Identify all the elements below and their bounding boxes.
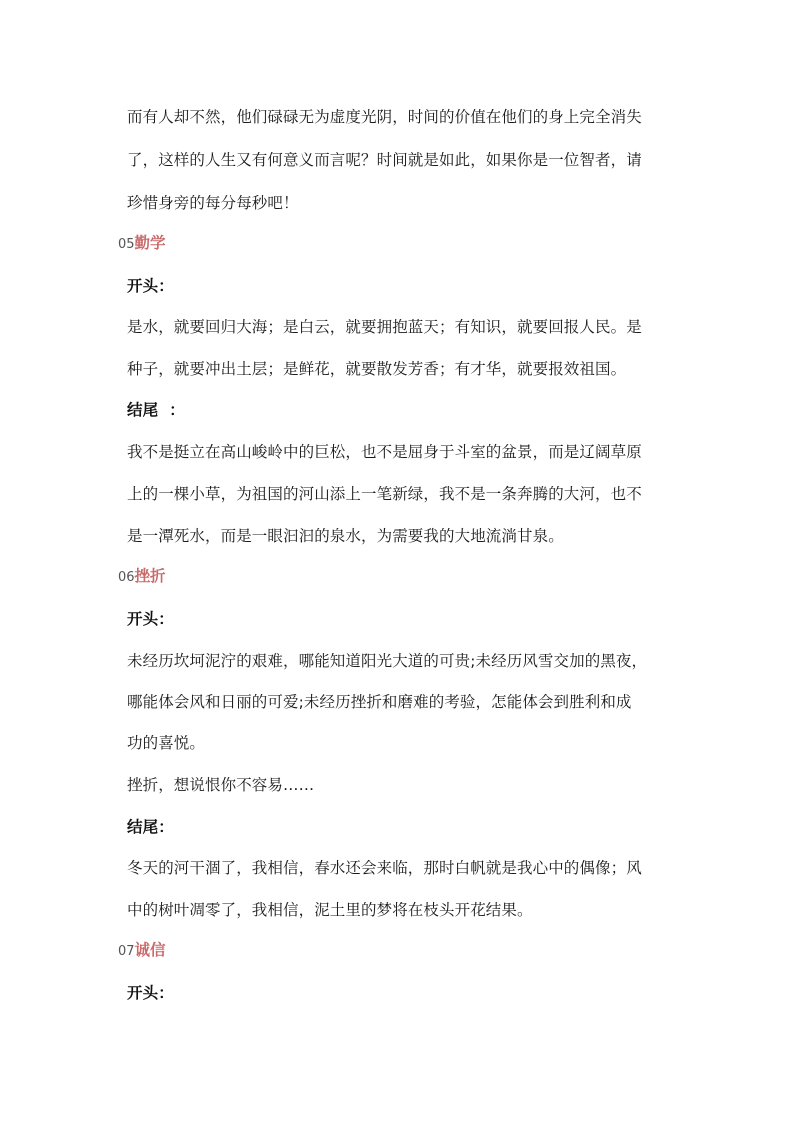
ending-label: 结尾： (127, 818, 174, 836)
opening-label: 开头： (127, 984, 174, 1002)
opening-line: 哪能体会风和日丽的可爱;未经历挫折和磨难的考验，怎能体会到胜利和成 (127, 693, 632, 711)
ending-line: 是一潭死水，而是一眼汩汩的泉水，为需要我的大地流淌甘泉。 (127, 527, 564, 545)
section-number: 06 (118, 570, 135, 585)
intro-line: 珍惜身旁的每分每秒吧！ (127, 194, 299, 212)
opening-line: 挫折，想说恨你不容易…… (127, 776, 315, 794)
section-title: 勤学 (134, 234, 166, 252)
section-number: 05 (118, 237, 135, 252)
section-heading (118, 566, 166, 588)
ending-line: 冬天的河干涸了，我相信，春水还会来临，那时白帆就是我心中的偶像；风 (127, 859, 642, 877)
intro-line: 了，这样的人生又有何意义而言呢？时间就是如此，如果你是一位智者，请 (127, 151, 642, 169)
ending-line: 上的一棵小草，为祖国的河山添上一笔新绿，我不是一条奔腾的大河，也不 (127, 485, 642, 503)
intro-line: 而有人却不然，他们碌碌无为虚度光阴，时间的价值在他们的身上完全消失 (127, 108, 642, 126)
opening-line: 是水，就要回归大海；是白云，就要拥抱蓝天；有知识，就要回报人民。是 (127, 318, 642, 336)
ending-label: 结尾 ： (127, 401, 185, 419)
section-heading (118, 233, 166, 255)
section-title: 诚信 (134, 941, 166, 959)
section-heading (118, 940, 166, 962)
opening-label: 开头： (127, 277, 174, 295)
ending-line: 我不是挺立在高山峻岭中的巨松，也不是屈身于斗室的盆景，而是辽阔草原 (127, 443, 642, 461)
opening-line: 种子，就要冲出土层；是鲜花，就要散发芳香；有才华，就要报效祖国。 (127, 360, 627, 378)
section-title: 挫折 (134, 567, 166, 585)
opening-line: 功的喜悦。 (127, 734, 206, 752)
section-number: 07 (118, 944, 135, 959)
opening-label: 开头： (127, 610, 174, 628)
opening-line: 未经历坎坷泥泞的艰难，哪能知道阳光大道的可贵;未经历风雪交加的黑夜， (127, 652, 648, 670)
ending-line: 中的树叶凋零了，我相信，泥土里的梦将在枝头开花结果。 (127, 901, 533, 919)
